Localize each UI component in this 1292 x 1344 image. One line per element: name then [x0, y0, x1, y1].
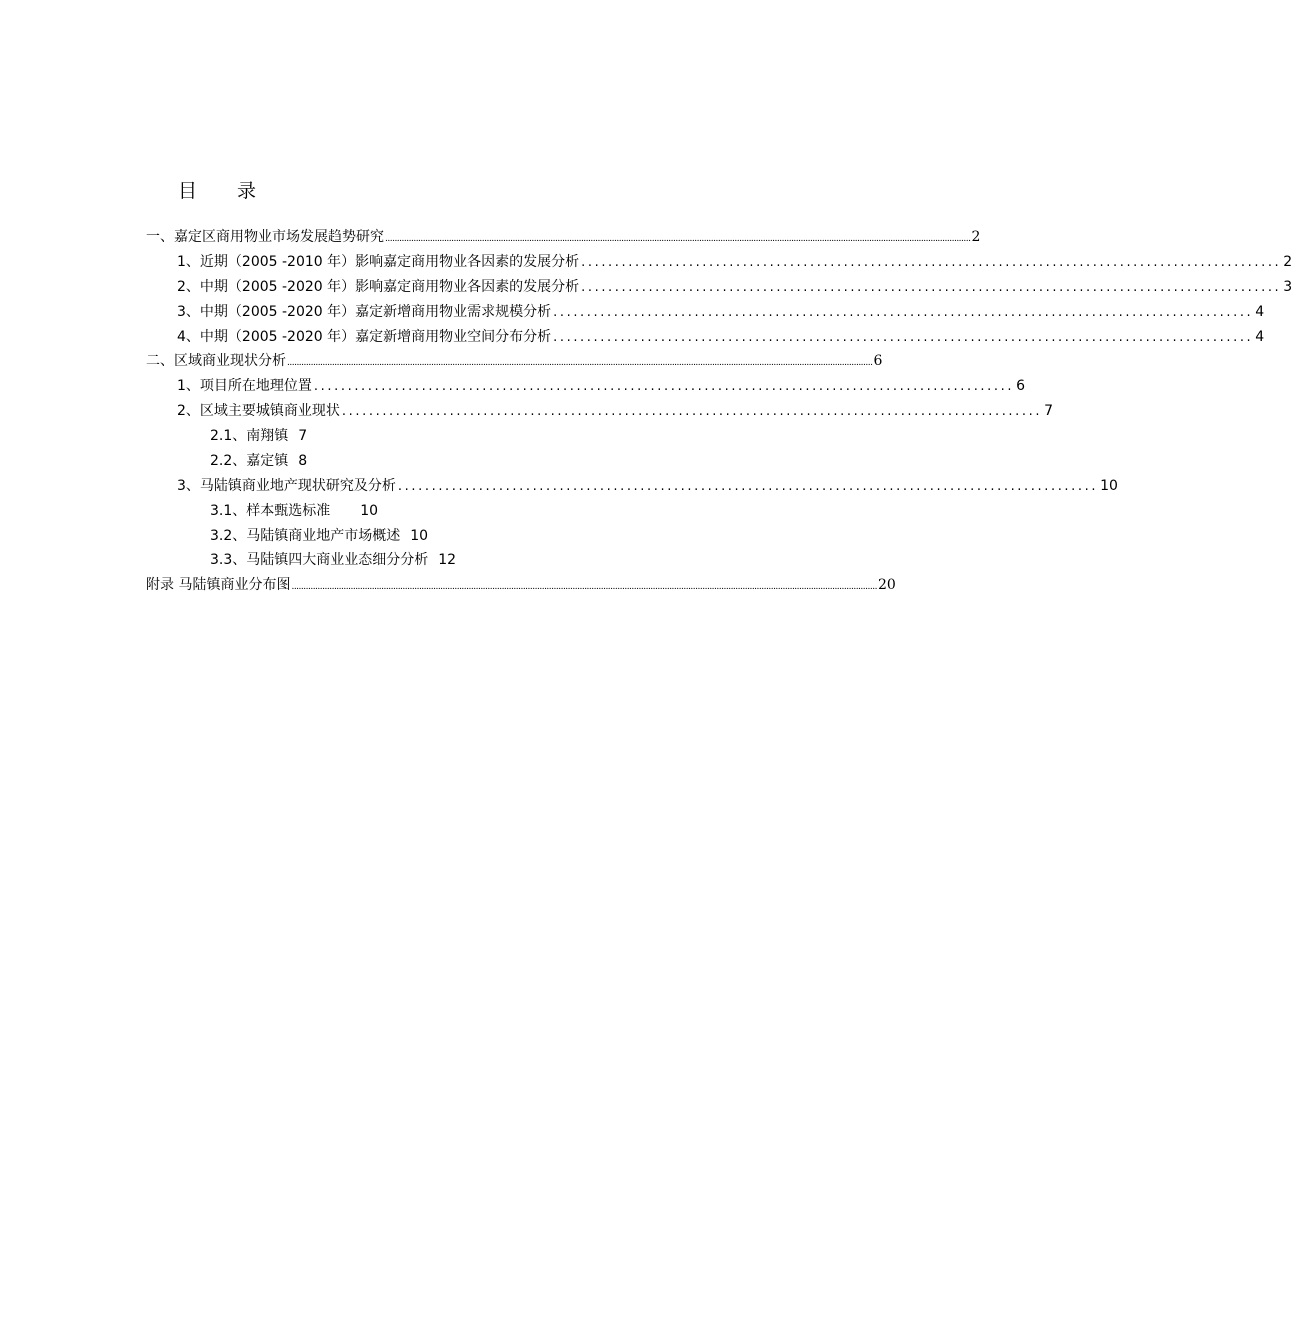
toc-entry-appendix[interactable] [146, 574, 896, 596]
toc-entry-label: 一、嘉定区商用物业市场发展趋势研究 [146, 229, 384, 245]
toc-dot-leader: ........................................................................................................ [581, 280, 1282, 295]
toc-title [178, 176, 256, 203]
toc-dot-leader: ........................................................................................................................................................................................................................................................ [291, 582, 877, 592]
toc-title-char-2: 录 [237, 180, 257, 202]
toc-title-char-1: 目 [178, 180, 198, 202]
toc-entry-label: 附录 马陆镇商业分布图 [146, 577, 291, 593]
toc-entry-2-2-2[interactable] [210, 450, 307, 472]
toc-entry-label: 1、近期（2005 -2010 年）影响嘉定商用物业各因素的发展分析 [177, 254, 580, 270]
toc-dot-leader: ........................................................................................................................................................................................................................................................ [287, 358, 873, 368]
toc-page-number: 2 [971, 229, 981, 245]
toc-entry-2-3[interactable] [177, 475, 1118, 497]
toc-page-number: 10 [360, 503, 379, 519]
toc-page-number: 7 [1044, 403, 1054, 419]
toc-entry-label: 2.2、嘉定镇 [210, 453, 289, 469]
toc-page-number: 3 [1283, 279, 1292, 295]
toc-entry-label: 3.3、马陆镇四大商业业态细分分析 [210, 552, 429, 568]
toc-entry-1[interactable] [146, 226, 981, 248]
toc-entry-1-2[interactable] [177, 276, 1292, 298]
toc-entry-2-1[interactable] [177, 375, 1026, 397]
toc-page-number: 2 [1283, 254, 1292, 270]
toc-dot-leader: ........................................................................................................ [581, 255, 1282, 270]
toc-entry-label: 3、马陆镇商业地产现状研究及分析 [177, 478, 396, 494]
toc-entry-label: 2.1、南翔镇 [210, 428, 289, 444]
toc-page-number: 7 [298, 428, 308, 444]
toc-entry-label: 3.2、马陆镇商业地产市场概述 [210, 528, 401, 544]
toc-page-number: 8 [298, 453, 308, 469]
toc-entry-label: 3、中期（2005 -2020 年）嘉定新增商用物业需求规模分析 [177, 304, 552, 320]
toc-entry-2-3-1[interactable] [210, 500, 378, 522]
toc-page-number: 4 [1255, 329, 1265, 345]
toc-dot-leader: ........................................................................................................................................................................................................................................................ [385, 234, 971, 244]
toc-entry-label: 二、区域商业现状分析 [146, 353, 286, 369]
toc-page-number: 6 [1016, 378, 1026, 394]
toc-entry-1-3[interactable] [177, 301, 1265, 323]
toc-entry-2-3-2[interactable] [210, 525, 428, 547]
toc-entry-label: 2、中期（2005 -2020 年）影响嘉定商用物业各因素的发展分析 [177, 279, 580, 295]
toc-entry-2[interactable] [146, 350, 883, 372]
toc-entry-1-1[interactable] [177, 251, 1292, 273]
toc-entry-2-3-3[interactable] [210, 549, 456, 571]
toc-dot-leader: ........................................................................................................ [397, 479, 1099, 494]
toc-dot-leader: ........................................................................................................ [553, 330, 1254, 345]
toc-dot-leader: ........................................................................................................ [313, 379, 1015, 394]
toc-entry-label: 1、项目所在地理位置 [177, 378, 312, 394]
toc-dot-leader: ........................................................................................................ [553, 305, 1254, 320]
toc-dot-leader: ........................................................................................................ [341, 404, 1043, 419]
toc-entry-1-4[interactable] [177, 326, 1265, 348]
toc-entry-label: 3.1、样本甄选标准 [210, 503, 331, 519]
toc-page-number: 12 [438, 552, 457, 568]
toc-page-number: 10 [1100, 478, 1118, 494]
toc-entry-2-2[interactable] [177, 400, 1054, 422]
toc-page-number: 6 [873, 353, 883, 369]
toc-entry-label: 2、区域主要城镇商业现状 [177, 403, 340, 419]
toc-page-number: 10 [410, 528, 429, 544]
toc-entry-2-2-1[interactable] [210, 425, 307, 447]
toc-page-number: 20 [877, 577, 896, 593]
toc-entry-label: 4、中期（2005 -2020 年）嘉定新增商用物业空间分布分析 [177, 329, 552, 345]
toc-page-number: 4 [1255, 304, 1265, 320]
